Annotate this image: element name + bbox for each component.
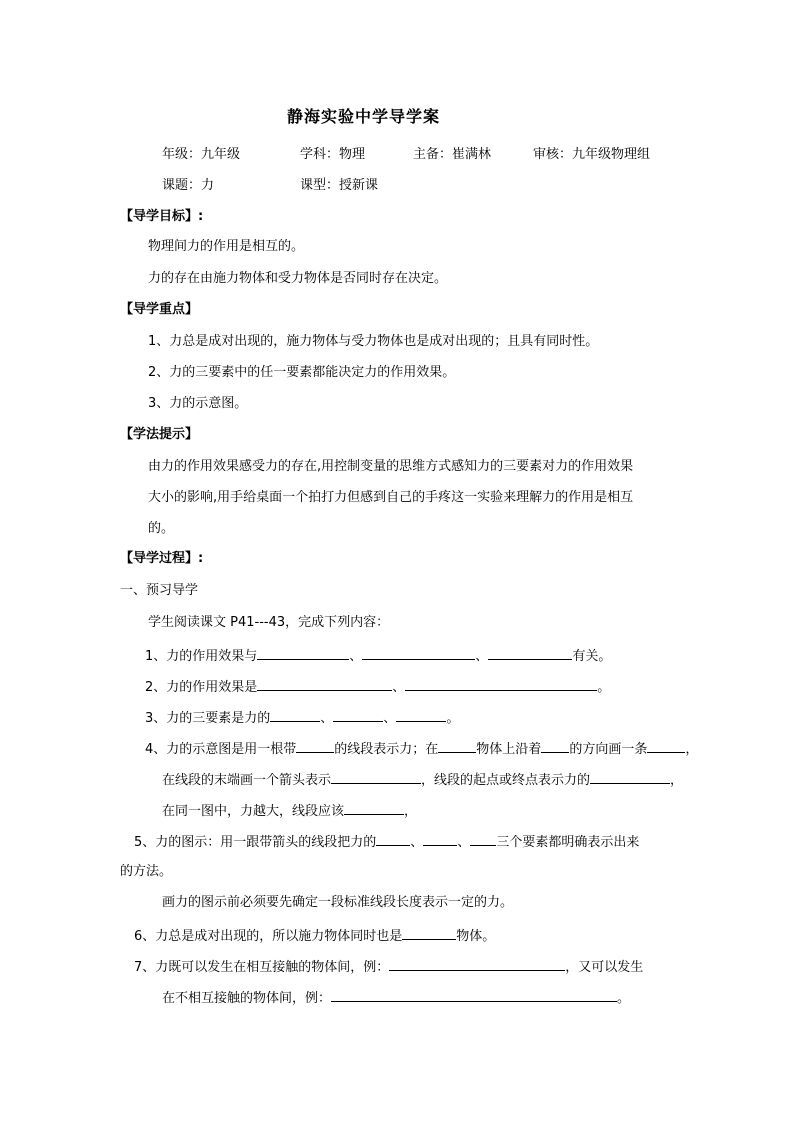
question-4-line-2	[162, 770, 683, 790]
q4-blank-4[interactable]	[647, 739, 685, 753]
q4-text: ，	[685, 742, 699, 757]
question-2	[145, 677, 610, 697]
q5-blank-2[interactable]	[423, 832, 457, 846]
q4-text: 的方向画一条	[569, 742, 648, 757]
topic-label: 课题：力	[162, 178, 215, 193]
q5-text: 三个要素都明确表示出来	[496, 835, 640, 850]
q6-text: 6、力总是成对出现的，所以施力物体同时也是	[134, 929, 403, 944]
question-5-line-2: 的方法。	[120, 864, 173, 879]
question-5	[134, 832, 639, 852]
goal-item: 物理间力的作用是相互的。	[148, 239, 305, 254]
goal-item: 力的存在由施力物体和受力物体是否同时存在决定。	[148, 271, 448, 286]
q2-text: 、	[392, 680, 406, 695]
q5-blank-3[interactable]	[470, 832, 496, 846]
section-title: 一、预习导学	[120, 583, 199, 598]
question-3	[145, 708, 459, 728]
question-1	[145, 646, 611, 666]
q6-blank-1[interactable]	[402, 926, 456, 940]
question-4	[145, 739, 698, 759]
q5-blank-1[interactable]	[376, 832, 410, 846]
subject-label: 学科：物理	[300, 147, 366, 162]
question-7-line-2	[162, 988, 630, 1008]
method-heading: 【学法提示】	[120, 427, 199, 442]
q4-blank-2[interactable]	[438, 739, 476, 753]
q7-text: ，又可以发生	[565, 960, 644, 975]
q1-text: 有关。	[572, 649, 612, 664]
q3-text: 、	[383, 711, 397, 726]
q7-text: 7、力既可以发生在相互接触的物体间，例：	[134, 960, 390, 975]
question-6	[134, 926, 495, 946]
q5-text: 、	[457, 835, 471, 850]
q3-blank-1[interactable]	[270, 708, 320, 722]
q7-text: 。	[617, 991, 631, 1006]
q1-text: 、	[349, 649, 363, 664]
key-point-item: 3、力的示意图。	[148, 396, 248, 411]
q1-text: 1、力的作用效果与	[145, 649, 258, 664]
question-7	[134, 957, 643, 977]
q5-text: 、	[410, 835, 424, 850]
method-line: 由力的作用效果感受力的存在,用控制变量的思维方式感知力的三要素对力的作用效果	[148, 459, 634, 474]
q2-blank-2[interactable]	[405, 677, 597, 691]
method-line: 大小的影响,用手给桌面一个拍打力但感到自己的手疼这一实验来理解力的作用是相互	[148, 490, 634, 505]
q2-text: 2、力的作用效果是	[145, 680, 258, 695]
q4-blank-6[interactable]	[590, 770, 670, 784]
q4-text: ，线段的起点或终点表示力的	[421, 773, 591, 788]
q4-text: 4、力的示意图是用一根带	[145, 742, 297, 757]
key-points-heading: 【导学重点】	[120, 302, 199, 317]
q4-text: 物体上沿着	[476, 742, 542, 757]
key-point-item: 2、力的三要素中的任一要素都能决定力的作用效果。	[148, 365, 456, 380]
q4-text: 在同一图中，力越大，线段应该	[162, 804, 345, 819]
q4-text: 在线段的末端画一个箭头表示	[162, 773, 332, 788]
q1-blank-1[interactable]	[257, 646, 349, 660]
q1-blank-3[interactable]	[488, 646, 572, 660]
q3-blank-2[interactable]	[333, 708, 383, 722]
q1-text: 、	[475, 649, 489, 664]
q7-blank-1[interactable]	[389, 957, 565, 971]
question-4-line-3	[162, 801, 417, 821]
q2-text: 。	[597, 680, 611, 695]
q3-text: 3、力的三要素是力的	[145, 711, 271, 726]
q4-text: ，	[670, 773, 684, 788]
drawing-note: 画力的图示前必须要先确定一段标准线段长度表示一定的力。	[162, 895, 514, 910]
lesson-type-label: 课型：授新课	[300, 178, 379, 193]
q1-blank-2[interactable]	[362, 646, 475, 660]
q4-blank-1[interactable]	[296, 739, 334, 753]
q4-blank-5[interactable]	[331, 770, 421, 784]
reviewer-label: 审核：九年级物理组	[533, 147, 651, 162]
key-point-item: 1、力总是成对出现的，施力物体与受力物体也是成对出现的；且具有同时性。	[148, 334, 599, 349]
q3-blank-3[interactable]	[396, 708, 446, 722]
goals-heading: 【导学目标】:	[120, 209, 204, 224]
q3-text: 。	[446, 711, 460, 726]
q4-blank-7[interactable]	[344, 801, 404, 815]
process-heading: 【导学过程】:	[120, 551, 204, 566]
q5-text: 5、力的图示：用一跟带箭头的线段把力的	[134, 835, 377, 850]
reading-instruction: 学生阅读课文 P41---43，完成下列内容：	[148, 615, 390, 630]
q4-blank-3[interactable]	[541, 739, 569, 753]
method-line: 的。	[148, 521, 175, 536]
q2-blank-1[interactable]	[257, 677, 392, 691]
q4-text: ，	[404, 804, 418, 819]
author-label: 主备：崔满林	[413, 147, 492, 162]
q3-text: 、	[320, 711, 334, 726]
q7-text: 在不相互接触的物体间，例：	[162, 991, 332, 1006]
grade-label: 年级：九年级	[162, 147, 241, 162]
q6-text: 物体。	[456, 929, 496, 944]
page-title: 静海实验中学导学案	[287, 107, 441, 126]
q7-blank-2[interactable]	[331, 988, 617, 1002]
q4-text: 的线段表示力；在	[334, 742, 439, 757]
